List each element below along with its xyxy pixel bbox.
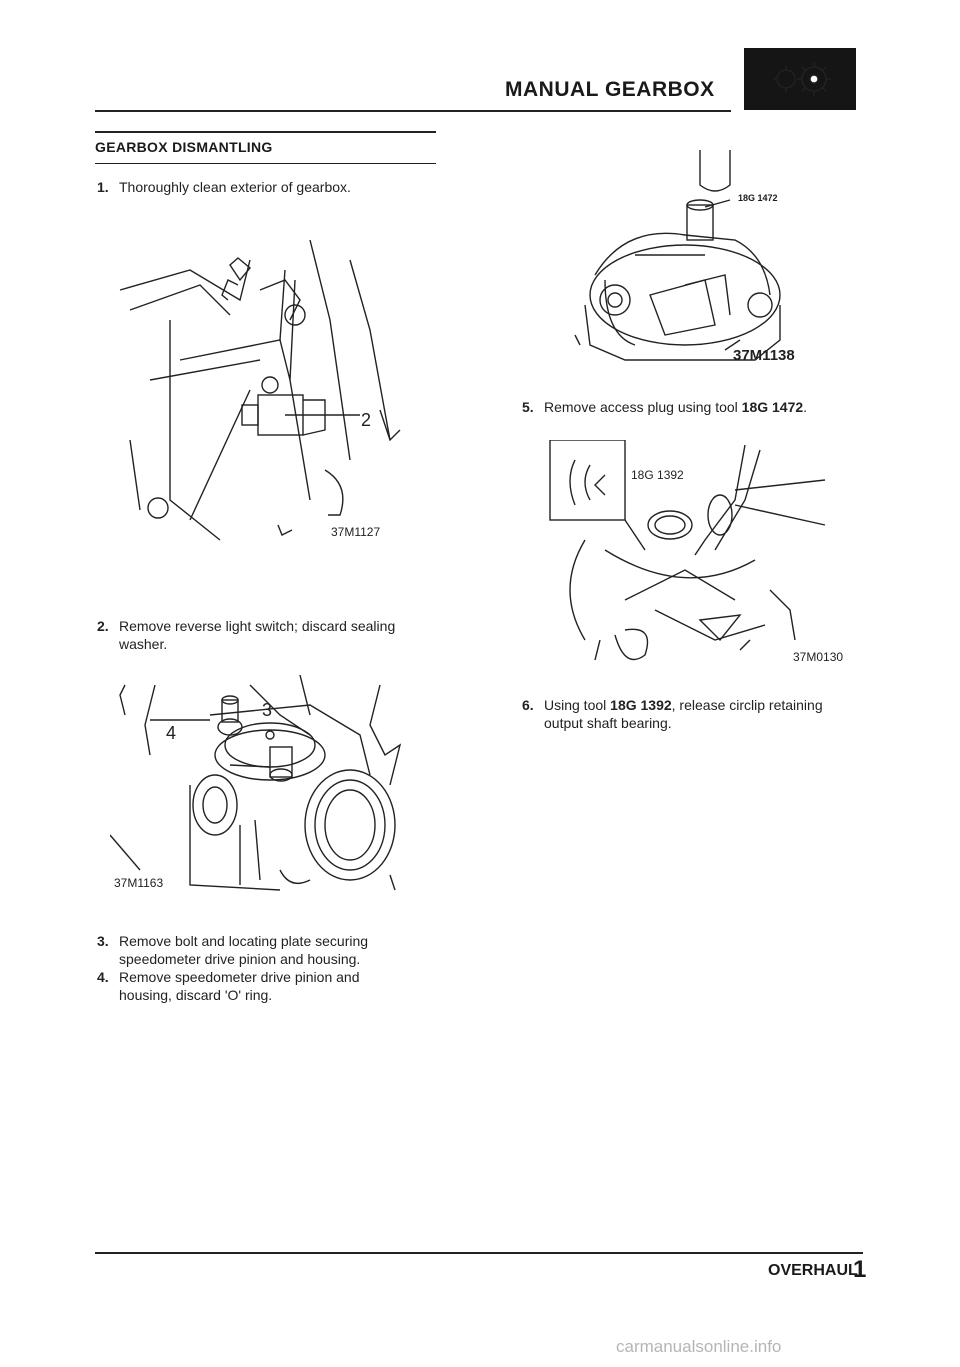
figure-access-plug: [565, 145, 805, 370]
footer-rule: [95, 1252, 863, 1254]
tool-number: 18G 1392: [610, 697, 672, 713]
tool-callout: 18G 1472: [738, 193, 778, 203]
section-title: GEARBOX DISMANTLING: [95, 139, 273, 155]
step-text: Remove speedometer drive pinion and: [119, 969, 360, 985]
step-text-end: , release circlip retaining: [671, 697, 823, 713]
watermark: carmanualsonline.info: [616, 1337, 782, 1356]
step-number: 6.: [522, 697, 534, 713]
header-rule: [95, 110, 731, 112]
figure-callout: 3: [262, 700, 273, 720]
page-header-title: MANUAL GEARBOX: [505, 78, 715, 101]
footer-section-label: OVERHAUL: [768, 1262, 858, 1279]
tool-number: 18G 1472: [741, 399, 804, 415]
step-2: [97, 617, 437, 653]
step-number: 5.: [522, 399, 534, 415]
figure-id-label: 37M1138: [733, 347, 795, 364]
step-number: 3.: [97, 933, 109, 949]
step-number: 1.: [97, 179, 109, 195]
step-text-continued: washer.: [119, 636, 168, 652]
gearbox-icon: [744, 48, 856, 110]
figure-reverse-light-switch: [110, 240, 410, 560]
step-text-end: .: [803, 399, 808, 415]
step-text: Remove bolt and locating plate securing: [119, 933, 369, 949]
figure-id-label: 37M1127: [331, 525, 381, 539]
figure-speedometer-drive: [110, 675, 410, 900]
step-3: [97, 932, 437, 968]
tool-callout: 18G 1392: [631, 468, 684, 482]
step-text-continued: housing, discard 'O' ring.: [119, 987, 273, 1003]
figure-id-label: 37M0130: [793, 650, 844, 664]
step-6: [522, 696, 872, 732]
step-5: [522, 398, 807, 416]
section-rule-top: [95, 131, 436, 133]
step-number: 2.: [97, 618, 109, 634]
step-1: [97, 178, 351, 196]
section-rule-bottom: [95, 163, 436, 164]
step-number: 4.: [97, 969, 109, 985]
step-text-continued: speedometer drive pinion and housing.: [119, 951, 361, 967]
figure-circlip: [545, 440, 845, 675]
step-text: Thoroughly clean exterior of gearbox.: [119, 179, 351, 195]
figure-callout: 4: [166, 723, 177, 743]
step-text: Remove reverse light switch; discard sealing: [119, 618, 396, 634]
figure-id-label: 37M1163: [114, 876, 164, 890]
figure-callout: 2: [361, 410, 372, 430]
step-text-continued: output shaft bearing.: [544, 715, 672, 731]
step-4: [97, 968, 437, 1004]
step-text: Using tool: [544, 697, 611, 713]
page-number: 1: [853, 1256, 867, 1283]
step-text: Remove access plug using tool: [544, 399, 742, 415]
